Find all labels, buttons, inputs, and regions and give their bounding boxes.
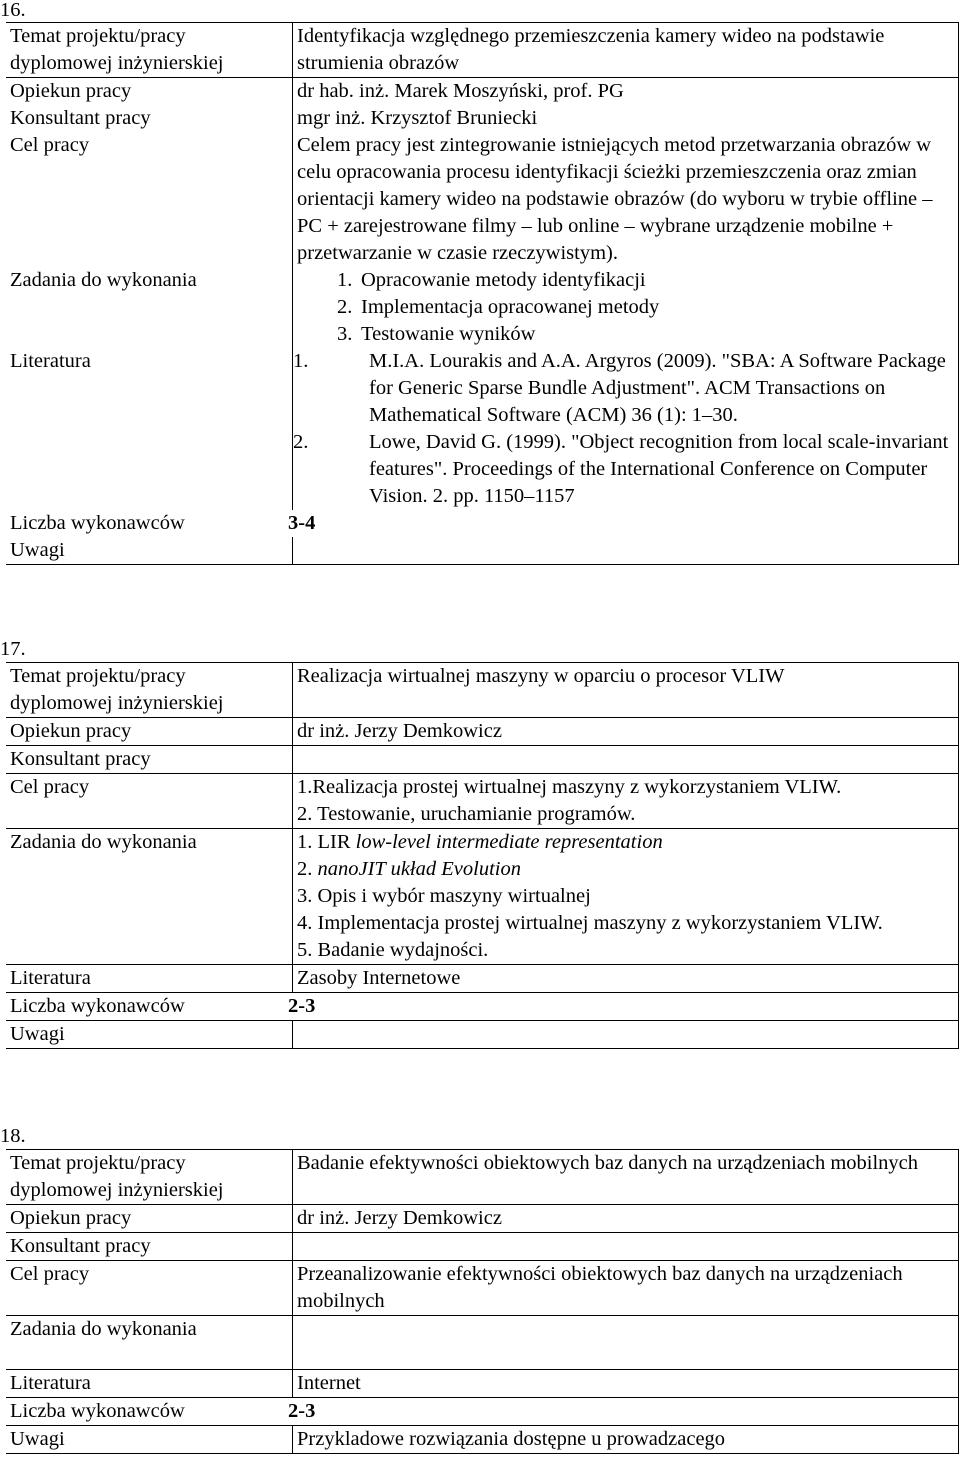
- goal-label: Cel pracy: [6, 774, 293, 829]
- consultant-value: mgr inż. Krzysztof Bruniecki: [293, 105, 959, 132]
- project-number: 18.: [0, 1125, 26, 1147]
- topic-value: Realizacja wirtualnej maszyny w oparciu o procesor VLIW: [293, 663, 959, 718]
- list-item: [293, 348, 954, 429]
- notes-value: [293, 537, 959, 565]
- item-text: low-level intermediate representation: [355, 831, 663, 853]
- item-text: M.I.A. Lourakis and A.A. Argyros (2009). "SBA: A Software Package for Generic Sparse Bundle Adjustment". ACM Transactions on Mathematical Software (ACM) 36 (1): 1–30.: [369, 350, 946, 426]
- item-number: 2.: [297, 858, 313, 880]
- topic-label: Temat projektu/pracy dyplomowej inżynierskiej: [6, 1150, 293, 1205]
- notes-label: Uwagi: [6, 1426, 293, 1454]
- item-text: Lowe, David G. (1999). "Object recognition from local scale-invariant features". Proceedings of the International Conference on Computer Vision. 2. pp. 1150–1157: [369, 431, 949, 507]
- literature-value: Internet: [293, 1370, 959, 1398]
- notes-label: Uwagi: [6, 1021, 293, 1049]
- tasks-value: [293, 1316, 959, 1370]
- tasks-value: [293, 829, 959, 965]
- project-number: 16.: [0, 0, 26, 21]
- supervisor-label: Opiekun pracy: [6, 718, 293, 746]
- topic-label: Temat projektu/pracy dyplomowej inżynierskiej: [6, 663, 293, 718]
- consultant-label: Konsultant pracy: [6, 1233, 293, 1261]
- item-number: 1. LIR: [297, 831, 351, 853]
- item-number: 2.: [293, 431, 309, 453]
- literature-value: [293, 348, 959, 510]
- list-item: [297, 910, 954, 937]
- supervisor-label: Opiekun pracy: [6, 78, 293, 106]
- count-row: [6, 510, 959, 537]
- project-table-17: [6, 662, 959, 1049]
- consultant-label: Konsultant pracy: [6, 105, 293, 132]
- topic-value: Identyfikacja względnego przemieszczenia kamery wideo na podstawie strumienia obrazów: [293, 23, 959, 78]
- item-text: nanoJIT układ Evolution: [317, 858, 521, 880]
- tasks-list: [297, 267, 954, 348]
- list-item: [297, 937, 954, 964]
- item-text: Opis i wybór maszyny wirtualnej: [317, 885, 591, 907]
- list-item: [293, 429, 954, 510]
- item-number: 1.: [337, 269, 353, 291]
- goal-label: Cel pracy: [6, 132, 293, 267]
- literature-label: Literatura: [6, 1370, 293, 1398]
- literature-value: Zasoby Internetowe: [293, 965, 959, 993]
- item-text: Testowanie wyników: [361, 323, 536, 345]
- notes-value: Przykladowe rozwiązania dostępne u prowadzacego: [293, 1426, 959, 1454]
- literature-list: [293, 348, 954, 510]
- project-table-16: [6, 22, 959, 565]
- list-item: [297, 267, 954, 294]
- project-number: 17.: [0, 638, 26, 660]
- goal-line: 2. Testowanie, uruchamianie programów.: [297, 803, 636, 825]
- project-table-18: [6, 1149, 959, 1454]
- consultant-value: [293, 1233, 959, 1261]
- count-label: Liczba wykonawców: [10, 512, 185, 534]
- list-item: [297, 883, 954, 910]
- consultant-label: Konsultant pracy: [6, 746, 293, 774]
- goal-line: 1.Realizacja prostej wirtualnej maszyny z wykorzystaniem VLIW.: [297, 776, 842, 798]
- item-text: Opracowanie metody identyfikacji: [361, 269, 646, 291]
- tasks-label: Zadania do wykonania: [6, 267, 293, 348]
- goal-value: Celem pracy jest zintegrowanie istniejących metod przetwarzania obrazów w celu opracowania procesu identyfikacji ścieżki przemieszczenia oraz zmian orientacji kamery wideo na podstawie obrazów (do wyboru w trybie offline – PC + zarejestrowane filmy – lub online – wybrane urządzenie mobilne + przetwarzanie w czasie rzeczywistym).: [293, 132, 959, 267]
- item-number: 5.: [297, 939, 313, 961]
- item-number: 2.: [337, 296, 353, 318]
- notes-label: Uwagi: [6, 537, 293, 565]
- count-label: Liczba wykonawców: [10, 1400, 185, 1422]
- goal-value: [293, 774, 959, 829]
- item-number: 3.: [337, 323, 353, 345]
- literature-label: Literatura: [6, 965, 293, 993]
- list-item: [297, 829, 954, 856]
- count-value: 3-4: [288, 512, 316, 534]
- count-row: [6, 1398, 959, 1426]
- supervisor-value: dr hab. inż. Marek Moszyński, prof. PG: [293, 78, 959, 106]
- count-value: 2-3: [288, 1400, 316, 1422]
- item-text: Implementacja opracowanej metody: [361, 296, 660, 318]
- tasks-label: Zadania do wykonania: [6, 829, 293, 965]
- goal-label: Cel pracy: [6, 1261, 293, 1316]
- topic-value: Badanie efektywności obiektowych baz danych na urządzeniach mobilnych: [293, 1150, 959, 1205]
- count-label: Liczba wykonawców: [10, 995, 185, 1017]
- topic-label: Temat projektu/pracy dyplomowej inżynierskiej: [6, 23, 293, 78]
- notes-value: [293, 1021, 959, 1049]
- consultant-value: [293, 746, 959, 774]
- item-number: 4.: [297, 912, 313, 934]
- list-item: [297, 321, 954, 348]
- item-text: Implementacja prostej wirtualnej maszyny z wykorzystaniem VLIW.: [312, 912, 883, 934]
- count-value: 2-3: [288, 995, 316, 1017]
- list-item: [297, 856, 954, 883]
- literature-label: Literatura: [6, 348, 293, 510]
- item-text: Badanie wydajności.: [317, 939, 489, 961]
- list-item: [297, 294, 954, 321]
- tasks-value: [293, 267, 959, 348]
- tasks-label: Zadania do wykonania: [6, 1316, 293, 1370]
- count-row: [6, 993, 959, 1021]
- supervisor-value: dr inż. Jerzy Demkowicz: [293, 1205, 959, 1233]
- goal-value: Przeanalizowanie efektywności obiektowych baz danych na urządzeniach mobilnych: [293, 1261, 959, 1316]
- supervisor-value: dr inż. Jerzy Demkowicz: [293, 718, 959, 746]
- item-number: 1.: [293, 350, 309, 372]
- supervisor-label: Opiekun pracy: [6, 1205, 293, 1233]
- item-number: 3.: [297, 885, 313, 907]
